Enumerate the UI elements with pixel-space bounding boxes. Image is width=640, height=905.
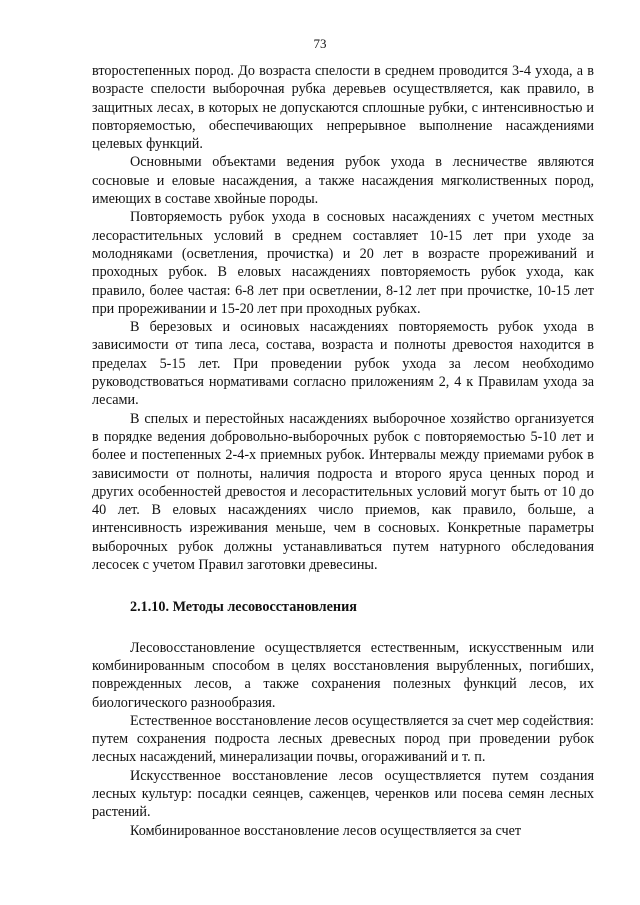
paragraph-6: Лесовосстановление осуществляется естественным, искусственным или комбинированным способом в целях восстановления вырубленных, погибших, поврежденных лесов, а также сохранения полезных функций лесов, их биологического разнообразия.	[92, 639, 594, 711]
document-body	[92, 62, 594, 840]
paragraph-7: Естественное восстановление лесов осуществляется за счет мер содействия: путем сохранения подроста лесных древесных пород при проведении рубок лесных насаждений, минерализации почвы, огораживаний и т. п.	[92, 712, 594, 766]
paragraph-2: Основными объектами ведения рубок ухода в лесничестве являются сосновые и еловые насаждения, а также насаждения мягколиственных пород, имеющих в составе хвойные породы.	[92, 154, 594, 208]
paragraph-1: второстепенных пород. До возраста спелости в среднем проводится 3-4 ухода, а в возрасте спелости выборочная рубка деревьев осуществляется, как правило, в защитных лесах, в которых не допускаются сплошные рубки, с интенсивностью и повторяемостью, обеспечивающих непрерывное выполнение насаждениями целевых функций.	[92, 63, 594, 153]
page-number: 73	[313, 36, 327, 51]
paragraph-3: Повторяемость рубок ухода в сосновых насаждениях с учетом местных лесорастительных условий в среднем составляет 10-15 лет при уходе за молодняками (осветления, прочистка) и 20 лет в возрасте прореживаний и проходных рубок. В еловых насаждениях повторяемость рубок ухода, как правило, более частая: 6-8 лет при осветлении, 8-12 лет при прочистке, 10-15 лет при прореживании и 15-20 лет при проходных рубках.	[92, 209, 594, 317]
paragraph-5: В спелых и перестойных насаждениях выборочное хозяйство организуется в порядке ведения добровольно-выборочных рубок с повторяемостью 5-10 лет и более и постепенных 2-4-х приемных рубок. Интервалы между приемами рубок в зависимости от полноты, наличия подроста и второго яруса ценных пород и других особенностей древостоя и лесорастительных условий могут быть от 10 до 40 лет. В еловых насаждениях число приемов, как правило, больше, а интенсивность изреживания меньше, чем в сосновых. Конкретные параметры выборочных рубок должны устанавливаться путем натурного обследования лесосек с учетом Правил заготовки древесины.	[92, 410, 594, 574]
paragraph-4: В березовых и осиновых насаждениях повторяемость рубок ухода в зависимости от типа леса, состава, возраста и полноты древостоя находится в пределах 5-15 лет. При проведении рубок ухода за лесом необходимо руководствоваться нормативами согласно приложениям 2, 4 к Правилам ухода за лесами.	[92, 319, 594, 409]
section-heading: 2.1.10. Методы лесовосстановления	[130, 599, 357, 616]
paragraph-9: Комбинированное восстановление лесов осуществляется за счет	[130, 822, 522, 839]
paragraph-8: Искусственное восстановление лесов осуществляется путем создания лесных культур: посадки сеянцев, саженцев, черенков или посева семян лесных растений.	[92, 767, 594, 821]
